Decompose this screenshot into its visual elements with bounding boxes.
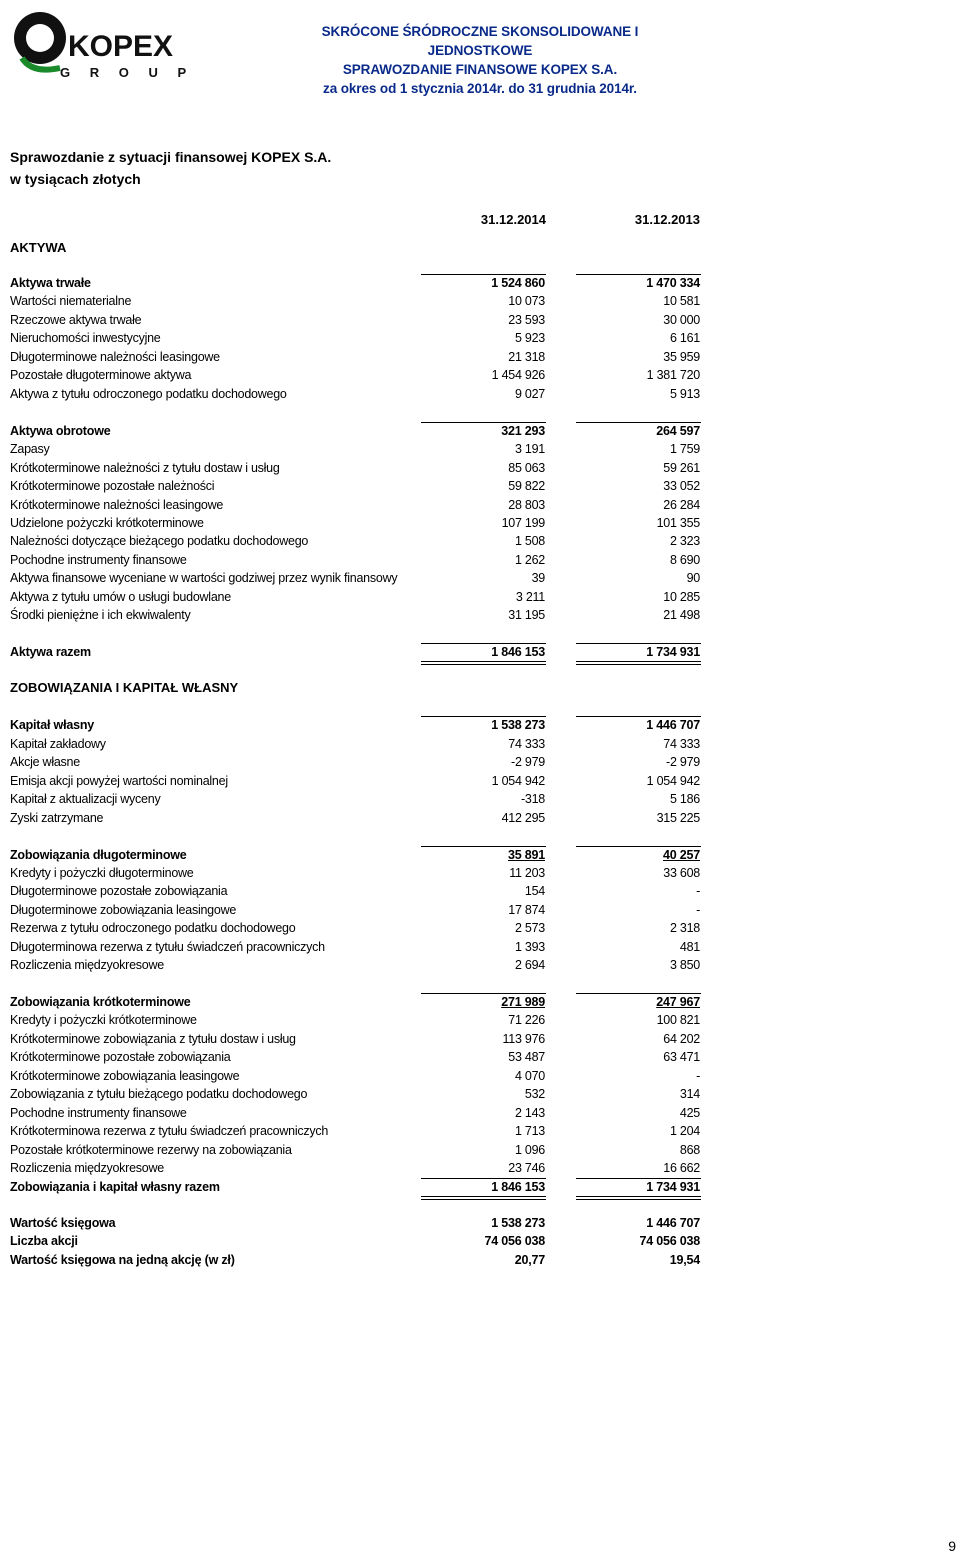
value-2013: 1 446 707 (646, 718, 700, 732)
row-label: Zyski zatrzymane (10, 811, 104, 825)
value-2014: 31 195 (508, 608, 545, 622)
value-2013: 63 471 (663, 1050, 700, 1064)
value-2013: 2 318 (669, 921, 700, 935)
table-row (10, 938, 700, 956)
total-rule-top-2013 (576, 1178, 701, 1179)
liabilities-equity-heading: ZOBOWIĄZANIA I KAPITAŁ WŁASNY (10, 680, 239, 695)
table-row (10, 809, 700, 827)
row-label: Pochodne instrumenty finansowe (10, 553, 187, 567)
value-2013: 26 284 (663, 498, 700, 512)
total-rule-top-2013 (576, 274, 701, 275)
value-2014: 3 211 (515, 590, 545, 604)
table-row (10, 588, 700, 606)
row-label: Pochodne instrumenty finansowe (10, 1106, 187, 1120)
value-2014: 3 191 (514, 442, 545, 456)
total-rule-bottom-2014 (421, 1196, 546, 1197)
value-2013: 868 (679, 1143, 700, 1157)
value-2013: 35 959 (663, 350, 700, 364)
value-2014: 11 203 (509, 866, 545, 880)
row-label: Rozliczenia międzyokresowe (10, 1161, 164, 1175)
table-row (10, 882, 700, 900)
value-2013: 481 (679, 940, 700, 954)
value-2013: - (696, 1069, 700, 1083)
statement-title-block (10, 146, 331, 190)
row-label: Długoterminowe należności leasingowe (10, 350, 220, 364)
statement-title: Sprawozdanie z sytuacji finansowej KOPEX S.A. (10, 149, 332, 165)
row-label: Rozliczenia międzyokresowe (10, 958, 164, 972)
table-row (10, 956, 700, 974)
table-row (10, 1048, 700, 1066)
total-rule-top-2014 (421, 716, 546, 717)
value-2014: 1 713 (514, 1124, 545, 1138)
value-2013: 315 225 (656, 811, 700, 825)
row-label: Aktywa razem (10, 645, 91, 659)
table-row (10, 459, 700, 477)
value-2014: 74 333 (508, 737, 545, 751)
logo-wordmark: KOPEX (68, 30, 174, 63)
value-2013: 19,54 (669, 1253, 700, 1267)
row-label: Aktywa obrotowe (10, 424, 111, 438)
table-row (10, 1214, 700, 1232)
value-2014: 39 (531, 571, 545, 585)
value-2014: 321 293 (501, 424, 545, 438)
table-row (10, 292, 700, 310)
table-row (10, 643, 700, 661)
table-row (10, 1067, 700, 1085)
total-rule-top-2013 (576, 716, 701, 717)
table-row (10, 1011, 700, 1029)
value-2014: 1 393 (514, 940, 545, 954)
value-2013: 40 257 (662, 848, 700, 862)
table-row (10, 1030, 700, 1048)
header-line-3: za okres od 1 stycznia 2014r. do 31 grudnia 2014r. (323, 81, 637, 96)
row-label: Udzielone pożyczki krótkoterminowe (10, 516, 204, 530)
value-2013: 74 056 038 (639, 1234, 700, 1248)
value-2013: 8 690 (669, 553, 700, 567)
row-label: Nieruchomości inwestycyjne (10, 331, 161, 345)
value-2014: 21 318 (508, 350, 545, 364)
value-2013: 5 913 (669, 387, 700, 401)
value-2013: 1 381 720 (646, 368, 700, 382)
table-row (10, 606, 700, 624)
value-2014: -2 979 (511, 755, 545, 769)
value-2014: 1 262 (514, 553, 545, 567)
total-rule-top-2014 (421, 643, 546, 644)
row-label: Krótkoterminowe pozostałe należności (10, 479, 215, 493)
table-row (10, 790, 700, 808)
value-2013: 90 (686, 571, 700, 585)
table-row (10, 1178, 700, 1196)
value-2013: 33 608 (663, 866, 700, 880)
row-label: Krótkoterminowa rezerwa z tytułu świadczeń pracowniczych (10, 1124, 329, 1138)
value-2014: -318 (520, 792, 545, 806)
row-label: Liczba akcji (10, 1234, 78, 1248)
value-2014: 1 054 942 (491, 774, 545, 788)
value-2013: 1 759 (669, 442, 700, 456)
value-2014: 2 694 (514, 958, 545, 972)
table-row (10, 846, 700, 864)
table-row (10, 864, 700, 882)
value-2014: 1 524 860 (491, 276, 545, 290)
value-2014: 412 295 (501, 811, 545, 825)
row-label: Środki pieniężne i ich ekwiwalenty (10, 608, 191, 622)
row-label: Rzeczowe aktywa trwałe (10, 313, 142, 327)
value-2014: 2 143 (514, 1106, 545, 1120)
table-row (10, 348, 700, 366)
row-label: Zobowiązania z tytułu bieżącego podatku dochodowego (10, 1087, 308, 1101)
value-2013: 6 161 (669, 331, 700, 345)
value-2014: 71 226 (508, 1013, 545, 1027)
table-row (10, 422, 700, 440)
row-label: Długoterminowe pozostałe zobowiązania (10, 884, 228, 898)
table-row (10, 1122, 700, 1140)
table-row (10, 1085, 700, 1103)
value-2014: 5 923 (514, 331, 545, 345)
value-2014: 1 454 926 (491, 368, 545, 382)
value-2014: 271 989 (501, 995, 545, 1009)
value-2013: 5 186 (669, 792, 700, 806)
value-2014: 2 573 (514, 921, 545, 935)
value-2014: 1 846 153 (491, 1180, 545, 1194)
row-label: Pozostałe krótkoterminowe rezerwy na zobowiązania (10, 1143, 292, 1157)
row-label: Krótkoterminowe zobowiązania z tytułu dostaw i usług (10, 1032, 296, 1046)
table-row (10, 753, 700, 771)
table-row (10, 716, 700, 734)
table-row (10, 274, 700, 292)
table-row (10, 311, 700, 329)
row-label: Krótkoterminowe należności leasingowe (10, 498, 224, 512)
total-rule-top-2014 (421, 422, 546, 423)
value-2013: 101 355 (656, 516, 700, 530)
value-2014: 4 070 (514, 1069, 545, 1083)
value-2013: 33 052 (663, 479, 700, 493)
total-rule-double-2014 (421, 1199, 546, 1200)
table-row (10, 514, 700, 532)
row-label: Zobowiązania krótkoterminowe (10, 995, 191, 1009)
value-2013: - (696, 884, 700, 898)
value-2014: 113 976 (502, 1032, 545, 1046)
value-2013: 3 850 (669, 958, 700, 972)
table-row (10, 1232, 700, 1250)
row-label: Rezerwa z tytułu odroczonego podatku dochodowego (10, 921, 296, 935)
value-2014: 74 056 038 (484, 1234, 545, 1248)
row-label: Kapitał z aktualizacji wyceny (10, 792, 161, 806)
value-2014: 53 487 (508, 1050, 545, 1064)
table-row (10, 329, 700, 347)
table-row (10, 551, 700, 569)
value-2014: 1 538 273 (491, 718, 545, 732)
value-2013: 314 (679, 1087, 700, 1101)
table-row (10, 901, 700, 919)
total-rule-top-2013 (576, 643, 701, 644)
value-2013: 64 202 (663, 1032, 700, 1046)
page-number: 9 (948, 1538, 956, 1554)
table-row (10, 366, 700, 384)
table-row (10, 993, 700, 1011)
value-2013: - (696, 903, 700, 917)
statement-unit: w tysiącach złotych (10, 171, 141, 187)
total-rule-top-2013 (576, 846, 701, 847)
value-2013: 21 498 (663, 608, 700, 622)
table-row (10, 440, 700, 458)
value-2014: 23 746 (508, 1161, 545, 1175)
header-line-2: SPRAWOZDANIE FINANSOWE KOPEX S.A. (342, 62, 618, 77)
column-header-2013: 31.12.2013 (634, 212, 700, 227)
total-rule-bottom-2013 (576, 661, 701, 662)
total-rule-bottom-2014 (421, 661, 546, 662)
value-2013: 16 662 (663, 1161, 700, 1175)
value-2013: 10 581 (663, 294, 700, 308)
table-row (10, 477, 700, 495)
table-row (10, 496, 700, 514)
table-row (10, 919, 700, 937)
table-row (10, 532, 700, 550)
table-row (10, 772, 700, 790)
row-label: Akcje własne (10, 755, 80, 769)
row-label: Emisja akcji powyżej wartości nominalnej (10, 774, 228, 788)
value-2013: 100 821 (656, 1013, 700, 1027)
row-label: Długoterminowa rezerwa z tytułu świadczeń pracowniczych (10, 940, 325, 954)
value-2013: 2 323 (669, 534, 700, 548)
value-2014: 23 593 (508, 313, 545, 327)
row-label: Wartości niematerialne (10, 294, 132, 308)
table-row (10, 569, 700, 587)
row-label: Aktywa z tytułu odroczonego podatku dochodowego (10, 387, 287, 401)
value-2013: 425 (679, 1106, 700, 1120)
row-label: Aktywa z tytułu umów o usługi budowlane (10, 590, 231, 604)
value-2013: 1 204 (669, 1124, 700, 1138)
table-row (10, 385, 700, 403)
total-rule-top-2014 (421, 846, 546, 847)
row-label: Kapitał zakładowy (10, 737, 106, 751)
total-rule-double-2013 (576, 1199, 701, 1200)
total-rule-top-2014 (421, 274, 546, 275)
table-row (10, 735, 700, 753)
value-2014: 85 063 (508, 461, 545, 475)
total-rule-top-2013 (576, 993, 701, 994)
value-2013: 74 333 (663, 737, 700, 751)
header-line-1: SKRÓCONE ŚRÓDROCZNE SKONSOLIDOWANE I JEDNOSTKOWE (321, 24, 639, 58)
row-label: Aktywa finansowe wyceniane w wartości godziwej przez wynik finansowy (10, 571, 398, 585)
row-label: Długoterminowe zobowiązania leasingowe (10, 903, 237, 917)
row-label: Kredyty i pożyczki długoterminowe (10, 866, 194, 880)
value-2014: 9 027 (514, 387, 545, 401)
row-label: Wartość księgowa (10, 1216, 116, 1230)
row-label: Pozostałe długoterminowe aktywa (10, 368, 192, 382)
table-row (10, 1159, 700, 1177)
row-label: Kredyty i pożyczki krótkoterminowe (10, 1013, 197, 1027)
value-2013: 1 054 942 (646, 774, 700, 788)
row-label: Krótkoterminowe pozostałe zobowiązania (10, 1050, 231, 1064)
logo-group-text: G R O U P (60, 65, 195, 80)
value-2014: 59 822 (508, 479, 545, 493)
value-2013: -2 979 (666, 755, 700, 769)
value-2014: 35 891 (507, 848, 545, 862)
report-header-title (270, 22, 690, 98)
row-label: Kapitał własny (10, 718, 95, 732)
kopex-group-logo (10, 8, 215, 80)
value-2014: 1 538 273 (491, 1216, 545, 1230)
value-2013: 30 000 (663, 313, 700, 327)
table-row (10, 1141, 700, 1159)
value-2014: 107 199 (501, 516, 545, 530)
total-rule-top-2014 (421, 993, 546, 994)
value-2013: 264 597 (656, 424, 700, 438)
total-rule-top-2014 (421, 1178, 546, 1179)
value-2014: 17 874 (508, 903, 545, 917)
row-label: Zobowiązania długoterminowe (10, 848, 187, 862)
row-label: Zapasy (10, 442, 50, 456)
row-label: Krótkoterminowe należności z tytułu dostaw i usług (10, 461, 280, 475)
total-rule-bottom-2013 (576, 1196, 701, 1197)
row-label: Wartość księgowa na jedną akcję (w zł) (10, 1253, 235, 1267)
value-2013: 1 470 334 (646, 276, 700, 290)
value-2014: 10 073 (508, 294, 545, 308)
total-rule-double-2013 (576, 664, 701, 665)
value-2013: 59 261 (663, 461, 700, 475)
value-2013: 1 734 931 (646, 645, 700, 659)
assets-heading: AKTYWA (10, 240, 67, 255)
row-label: Krótkoterminowe zobowiązania leasingowe (10, 1069, 240, 1083)
value-2013: 1 734 931 (646, 1180, 700, 1194)
row-label: Należności dotyczące bieżącego podatku dochodowego (10, 534, 309, 548)
value-2014: 154 (524, 884, 545, 898)
value-2014: 1 508 (514, 534, 545, 548)
value-2014: 1 846 153 (491, 645, 545, 659)
total-rule-double-2014 (421, 664, 546, 665)
value-2014: 1 096 (514, 1143, 545, 1157)
value-2014: 532 (524, 1087, 545, 1101)
value-2013: 1 446 707 (646, 1216, 700, 1230)
row-label: Zobowiązania i kapitał własny razem (10, 1180, 220, 1194)
total-rule-top-2013 (576, 422, 701, 423)
value-2013: 247 967 (656, 995, 700, 1009)
value-2014: 28 803 (508, 498, 545, 512)
table-row (10, 1104, 700, 1122)
row-label: Aktywa trwałe (10, 276, 91, 290)
table-row (10, 1251, 700, 1269)
column-header-2014: 31.12.2014 (480, 212, 546, 227)
value-2014: 20,77 (514, 1253, 545, 1267)
value-2013: 10 285 (663, 590, 700, 604)
